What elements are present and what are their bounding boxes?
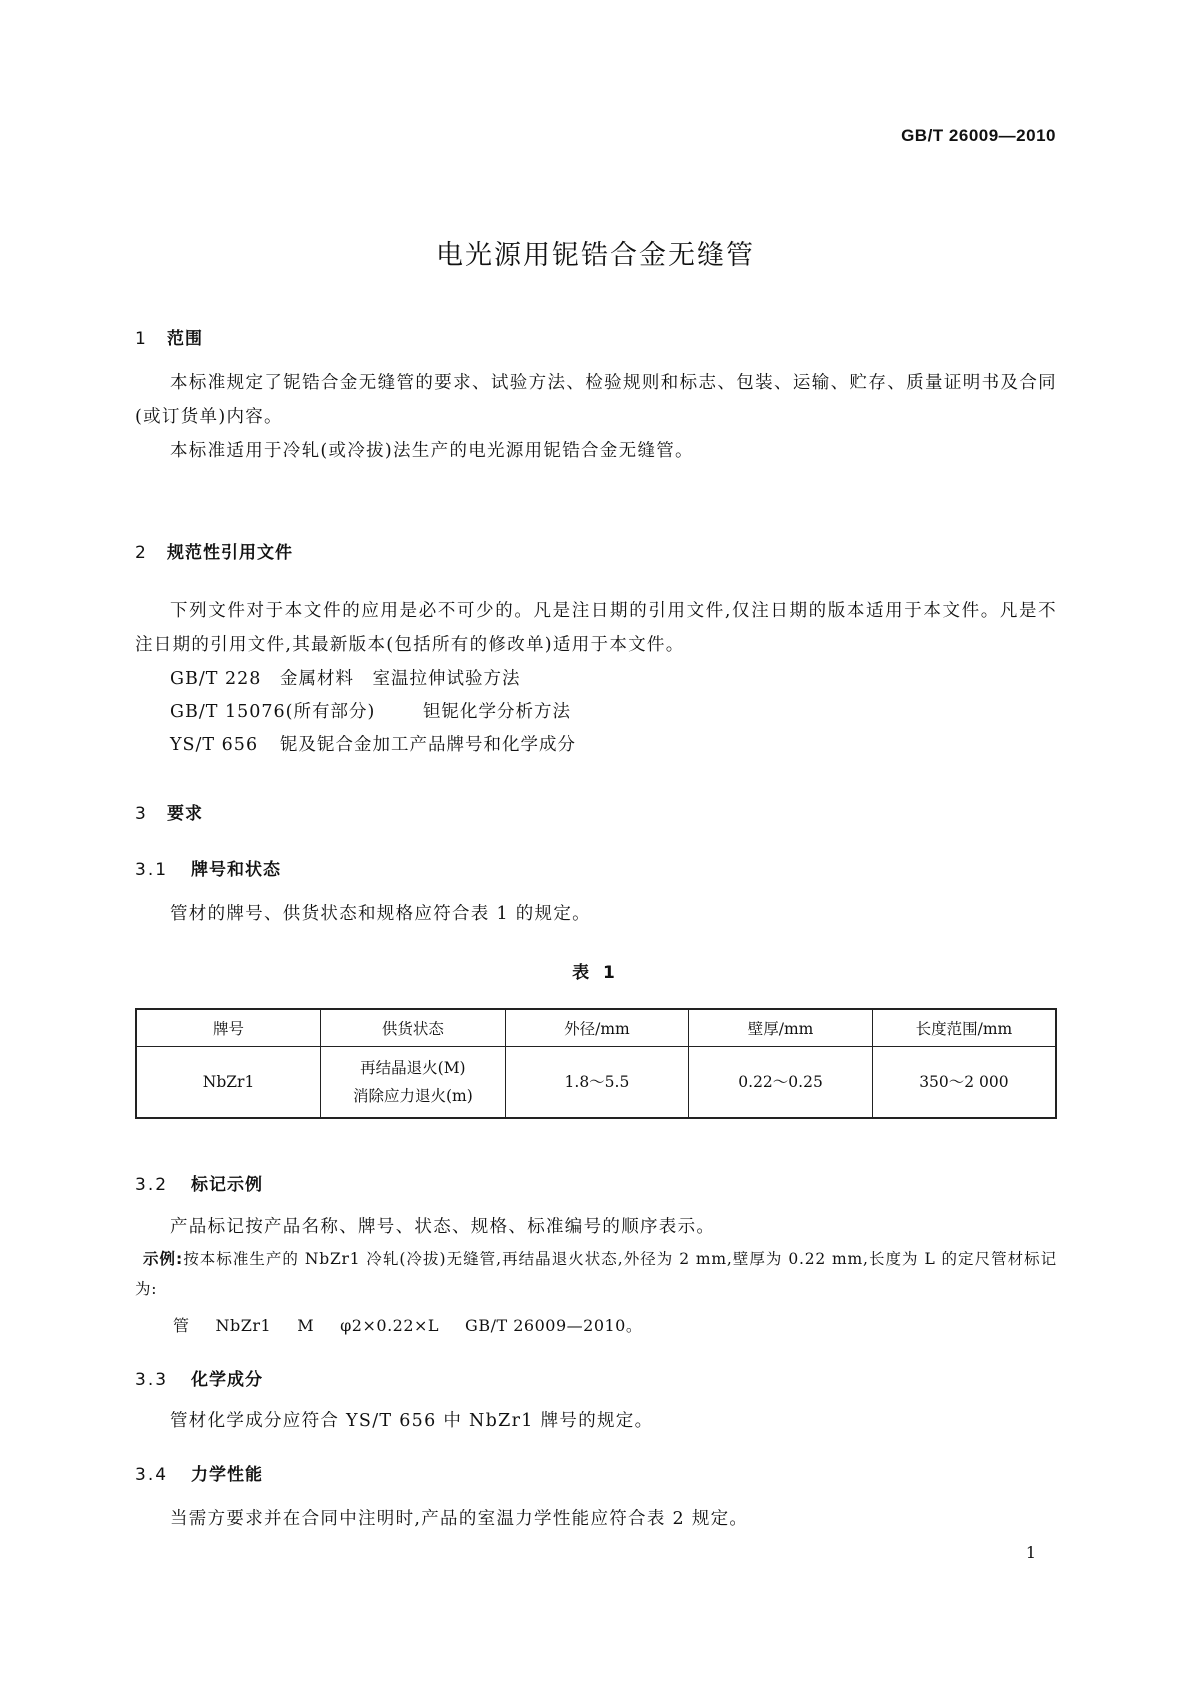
table-row: [136, 1047, 1056, 1119]
header-outer-diameter: 外径/mm: [505, 1009, 689, 1047]
state-recrystallization: 再结晶退火(M): [360, 1059, 466, 1077]
section-number: 3.1: [135, 860, 169, 880]
document-title: 电光源用铌锆合金无缝管: [436, 240, 755, 271]
section-3-1-heading: [135, 855, 281, 880]
reference-item: [170, 698, 571, 723]
reference-code: YS/T 656: [170, 735, 259, 755]
section-title: 标记示例: [191, 1175, 263, 1195]
example-label: 示例:: [143, 1250, 184, 1268]
section-number: 3: [135, 804, 147, 824]
marking-standard: GB/T 26009—2010。: [465, 1316, 643, 1335]
cell-supply-state: [321, 1047, 506, 1119]
section-2-heading: [135, 538, 293, 563]
cell-outer-diameter: 1.8～5.5: [505, 1047, 689, 1119]
header-length-range: 长度范围/mm: [872, 1009, 1056, 1047]
section-number: 3.2: [135, 1175, 169, 1195]
header-supply-state: 供货状态: [321, 1009, 506, 1047]
paragraph: 当需方要求并在合同中注明时,产品的室温力学性能应符合表 2 规定。: [170, 1509, 749, 1529]
paragraph: 下列文件对于本文件的应用是必不可少的。凡是注日期的引用文件,仅注日期的版本适用于本文件。凡是不注日期的引用文件,其最新版本(包括所有的修改单)适用于本文件。: [135, 601, 1057, 655]
header-wall-thickness: 壁厚/mm: [689, 1009, 873, 1047]
table-header-row: [136, 1009, 1056, 1047]
paragraph: 本标准规定了铌锆合金无缝管的要求、试验方法、检验规则和标志、包装、运输、贮存、质量证明书及合同(或订货单)内容。: [135, 373, 1057, 427]
section-3-3-heading: [135, 1365, 263, 1390]
section-1-heading: [135, 324, 203, 349]
paragraph: 本标准适用于冷轧(或冷拔)法生产的电光源用铌锆合金无缝管。: [170, 441, 694, 461]
table-1-caption: 表 1: [572, 963, 619, 983]
paragraph: 管材的牌号、供货状态和规格应符合表 1 的规定。: [170, 904, 591, 924]
paragraph: 管材化学成分应符合 YS/T 656 中 NbZr1 牌号的规定。: [170, 1411, 654, 1431]
section-1-body: [135, 366, 1057, 468]
section-3-heading: [135, 799, 203, 824]
marking-example: [135, 1244, 1057, 1304]
section-title: 规范性引用文件: [167, 543, 293, 563]
section-number: 1: [135, 329, 147, 349]
example-text: 按本标准生产的 NbZr1 冷轧(冷拔)无缝管,再结晶退火状态,外径为 2 mm,壁厚为 0.22 mm,长度为 L 的定尺管材标记为:: [135, 1250, 1057, 1298]
marking-line: [173, 1313, 668, 1336]
reference-item: [170, 665, 521, 690]
marking-product: 管: [173, 1316, 190, 1335]
section-title: 要求: [167, 804, 203, 824]
reference-title: 铌及铌合金加工产品牌号和化学成分: [280, 735, 576, 755]
page-number: 1: [1025, 1543, 1036, 1562]
section-title: 化学成分: [191, 1370, 263, 1390]
section-3-2-heading: [135, 1170, 263, 1195]
section-number: 2: [135, 543, 147, 563]
cell-length-range: 350～2 000: [872, 1047, 1056, 1119]
cell-grade: NbZr1: [136, 1047, 321, 1119]
paragraph: 产品标记按产品名称、牌号、状态、规格、标准编号的顺序表示。: [170, 1217, 716, 1237]
section-title: 范围: [167, 329, 203, 349]
reference-item: [170, 731, 576, 756]
section-title: 牌号和状态: [191, 860, 281, 880]
marking-spec: φ2×0.22×L: [340, 1316, 440, 1335]
table-1: [135, 1008, 1057, 1119]
reference-title: 钽铌化学分析方法: [423, 702, 571, 722]
reference-code: GB/T 15076(所有部分): [170, 702, 376, 722]
standard-id: GB/T 26009—2010: [901, 126, 1056, 145]
section-2-body: [135, 594, 1057, 662]
header-grade: 牌号: [136, 1009, 321, 1047]
marking-state: M: [297, 1316, 315, 1335]
marking-grade: NbZr1: [215, 1316, 272, 1335]
reference-code: GB/T 228: [170, 669, 262, 689]
section-3-4-heading: [135, 1460, 263, 1485]
section-number: 3.3: [135, 1370, 169, 1390]
cell-wall-thickness: 0.22～0.25: [689, 1047, 873, 1119]
section-number: 3.4: [135, 1465, 169, 1485]
section-title: 力学性能: [191, 1465, 263, 1485]
state-stress-relief: 消除应力退火(m): [352, 1087, 473, 1105]
reference-title: 金属材料 室温拉伸试验方法: [280, 669, 521, 689]
